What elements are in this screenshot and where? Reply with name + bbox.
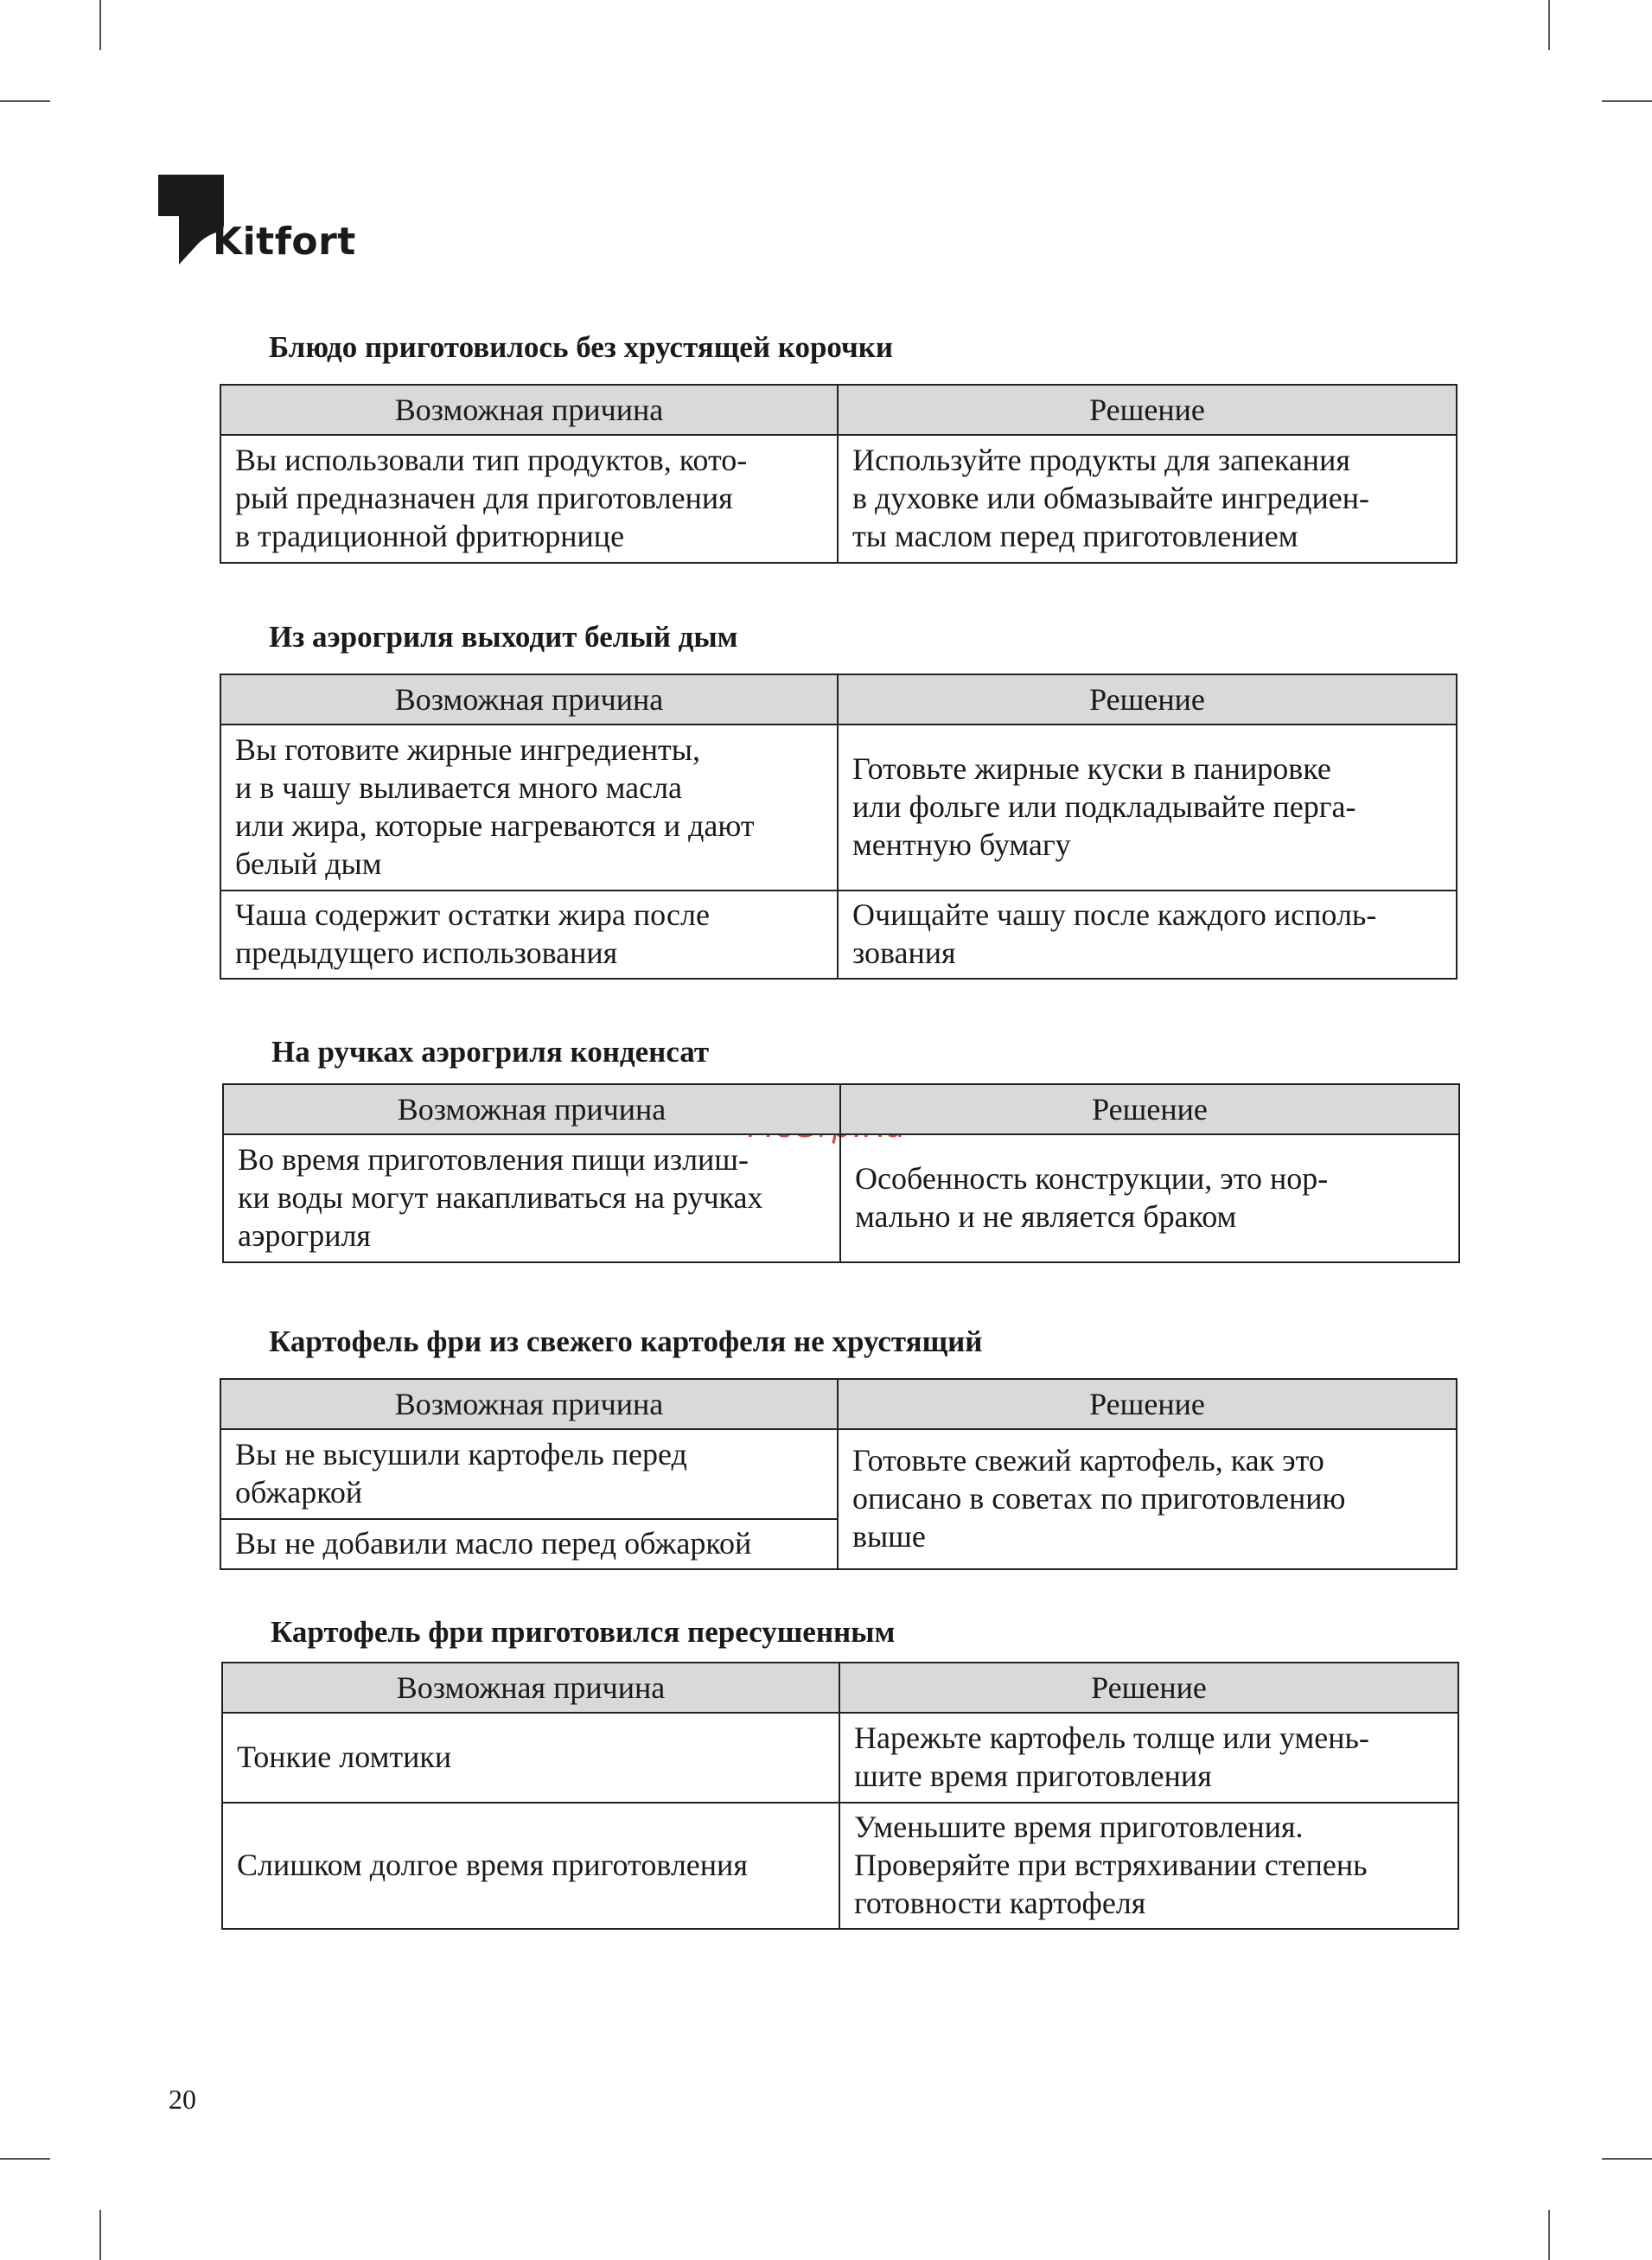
cell-line: шите время приготовления xyxy=(854,1759,1212,1793)
cell-line: предыдущего использования xyxy=(235,935,618,970)
cell-line: Нарежьте картофель толще или умень- xyxy=(854,1721,1369,1755)
cell-line: Слишком долгое время приготовления xyxy=(237,1848,748,1882)
cell-line: обжаркой xyxy=(235,1475,363,1510)
cell-line: ты маслом перед приготовлением xyxy=(852,519,1298,553)
cell-line: ки воды могут накапливаться на ручках xyxy=(238,1180,763,1215)
crop-mark xyxy=(99,0,101,50)
solution-cell xyxy=(838,435,1457,563)
cell-line: белый дым xyxy=(235,846,382,881)
cause-cell xyxy=(222,1713,839,1803)
cell-line: Во время приготовления пищи излиш- xyxy=(238,1142,749,1177)
cell-line: Очищайте чашу после каждого исполь- xyxy=(852,897,1377,932)
header-cause: Возможная причина xyxy=(220,1379,838,1429)
cell-line: Тонкие ломтики xyxy=(237,1740,452,1774)
header-solution: Решение xyxy=(840,1084,1459,1134)
cell-line: Используйте продукты для запекания xyxy=(852,443,1350,477)
header-cause: Возможная причина xyxy=(220,385,838,435)
section-title: Картофель фри из свежего картофеля не хрустящий xyxy=(269,1325,983,1358)
cause-cell xyxy=(222,1803,839,1929)
cell-line: Готовьте жирные куски в панировке xyxy=(852,751,1331,786)
cell-line: в традиционной фритюрнице xyxy=(235,519,625,553)
header-solution: Решение xyxy=(839,1663,1458,1713)
cell-line: или фольге или подкладывайте перга- xyxy=(852,789,1356,824)
cause-cell xyxy=(220,435,838,563)
cause-cell xyxy=(220,1429,838,1519)
cause-cell xyxy=(223,1134,840,1262)
table-header-row xyxy=(220,674,1457,725)
cell-line: Особенность конструкции, это нор- xyxy=(855,1161,1329,1196)
troubleshooting-table xyxy=(222,1083,1460,1263)
solution-cell xyxy=(838,1429,1457,1569)
cell-line: аэрогриля xyxy=(238,1218,371,1253)
cell-line: Готовьте свежий картофель, как это xyxy=(852,1443,1324,1478)
cell-line: Проверяйте при встряхивании степень xyxy=(854,1848,1368,1882)
table-row xyxy=(220,435,1457,563)
cell-line: в духовке или обмазывайте ингредиен- xyxy=(852,481,1369,515)
table-row xyxy=(223,1134,1459,1262)
cell-line: Вы использовали тип продуктов, кото- xyxy=(235,443,748,477)
header-solution: Решение xyxy=(838,385,1457,435)
cause-cell xyxy=(220,1519,838,1569)
table-header-row xyxy=(220,385,1457,435)
solution-cell xyxy=(840,1134,1459,1262)
table-row xyxy=(220,725,1457,891)
crop-mark xyxy=(99,2210,101,2260)
cell-line: Вы не высушили картофель перед xyxy=(235,1437,687,1472)
table-header-row xyxy=(222,1663,1458,1713)
cause-cell xyxy=(220,891,838,979)
solution-cell xyxy=(838,891,1457,979)
troubleshooting-table xyxy=(220,1378,1457,1570)
crop-mark xyxy=(1548,0,1550,50)
table-header-row xyxy=(220,1379,1457,1429)
solution-cell xyxy=(838,725,1457,891)
troubleshooting-table xyxy=(220,384,1457,564)
cell-line: или жира, которые нагреваются и дают xyxy=(235,808,755,843)
section-title: Картофель фри приготовился пересушенным xyxy=(271,1615,896,1649)
section-title: На ручках аэрогриля конденсат xyxy=(271,1035,710,1069)
brand-logo xyxy=(158,175,383,270)
page-number: 20 xyxy=(169,2084,196,2115)
table-row xyxy=(220,1429,1457,1519)
troubleshooting-table xyxy=(221,1662,1459,1930)
crop-mark xyxy=(1548,2210,1550,2260)
crop-mark xyxy=(0,100,50,102)
header-cause: Возможная причина xyxy=(223,1084,840,1134)
crop-mark xyxy=(1602,2158,1652,2160)
troubleshooting-table xyxy=(220,674,1457,980)
header-cause: Возможная причина xyxy=(220,674,838,725)
table-header-row xyxy=(223,1084,1459,1134)
crop-mark xyxy=(0,2158,50,2160)
brand-name: Kitfort xyxy=(213,220,356,264)
crop-mark xyxy=(1602,100,1652,102)
cell-line: Чаша содержит остатки жира после xyxy=(235,897,710,932)
solution-cell xyxy=(839,1713,1458,1803)
cell-line: мально и не является браком xyxy=(855,1199,1237,1234)
cell-line: Вы не добавили масло перед обжаркой xyxy=(235,1526,752,1561)
cell-line: рый предназначен для приготовления xyxy=(235,481,733,515)
section-title: Блюдо приготовилось без хрустящей корочки xyxy=(269,330,894,364)
table-row xyxy=(222,1713,1458,1803)
cell-line: описано в советах по приготовлению xyxy=(852,1481,1346,1516)
section-title: Из аэрогриля выходит белый дым xyxy=(269,620,738,654)
header-solution: Решение xyxy=(838,674,1457,725)
table-row xyxy=(220,891,1457,979)
table-row xyxy=(222,1803,1458,1929)
cell-line: ментную бумагу xyxy=(852,827,1071,862)
cause-cell xyxy=(220,725,838,891)
cell-line: готовности картофеля xyxy=(854,1886,1146,1920)
header-cause: Возможная причина xyxy=(222,1663,839,1713)
cell-line: зования xyxy=(852,935,956,970)
header-solution: Решение xyxy=(838,1379,1457,1429)
cell-line: Уменьшите время приготовления. xyxy=(854,1810,1304,1844)
cell-line: и в чашу выливается много масла xyxy=(235,770,683,805)
cell-line: выше xyxy=(852,1519,926,1554)
solution-cell xyxy=(839,1803,1458,1929)
cell-line: Вы готовите жирные ингредиенты, xyxy=(235,732,700,767)
